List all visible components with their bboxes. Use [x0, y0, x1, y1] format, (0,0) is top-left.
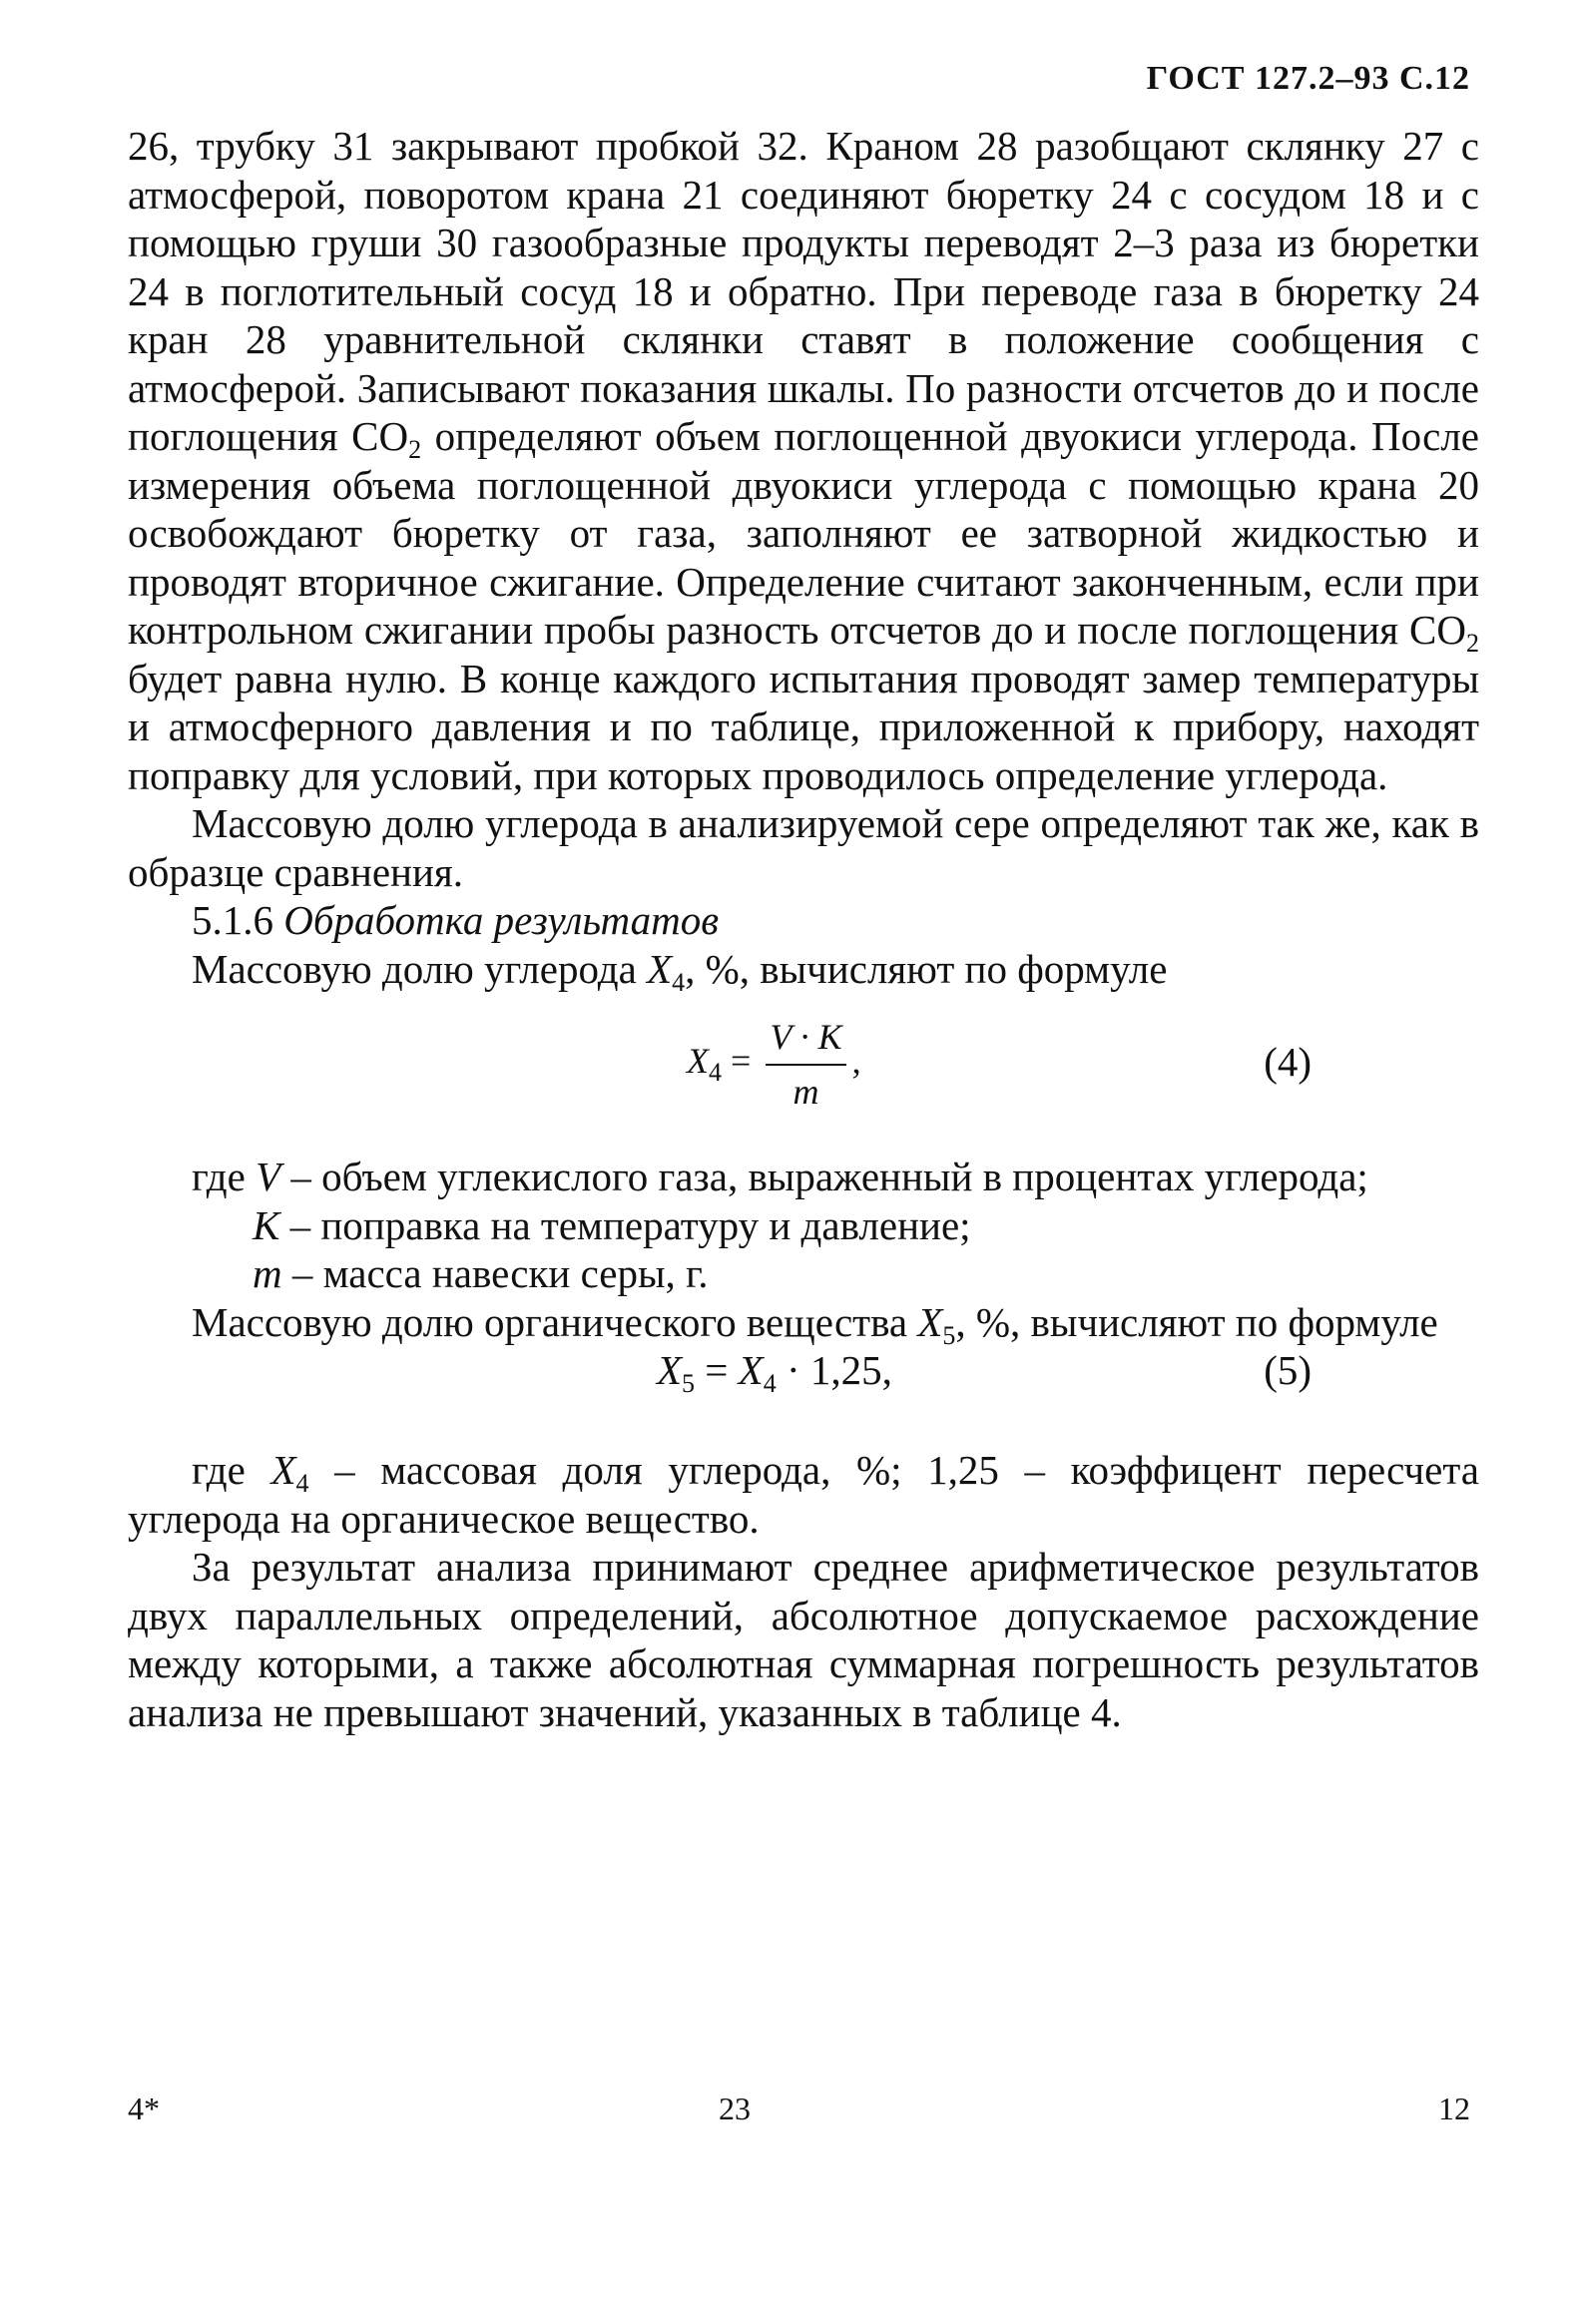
- document-body: [128, 122, 1479, 1736]
- definition-k: K – поправка на температуру и давление;: [253, 1201, 971, 1248]
- paragraph-sample-comparison: Массовую долю углерода в анализируемой сере определяют так же, как в образце сравнения.: [128, 800, 1479, 895]
- equation-number-4: (4): [1264, 1039, 1312, 1085]
- equation-number-5: (5): [1264, 1347, 1312, 1393]
- page-header: ГОСТ 127.2–93 С.12: [1146, 60, 1470, 97]
- footer-page-number: 12: [1438, 2091, 1470, 2126]
- fraction: $\frac{V \cdot K}{m}$: [766, 1013, 845, 1116]
- footer-center-number: 23: [719, 2091, 751, 2126]
- footer-sheet-mark: 4*: [128, 2091, 160, 2126]
- definition-m: m – масса навески серы, г.: [253, 1250, 709, 1296]
- definition-v: где V – объем углекислого газа, выраженный в процентах углерода;: [192, 1154, 1368, 1199]
- section-heading: 5.1.6 Обработка результатов: [192, 897, 720, 943]
- formula-4: $X_4$ = $\frac{V \cdot K}{m}$ , (4): [128, 993, 1479, 1123]
- formula-5: $X_5 = X_4 \cdot 1,25$, (5): [657, 1347, 1312, 1398]
- paragraph-organic-intro: Массовую долю органического вещества $X_5$, %, вычисляют по формуле: [192, 1298, 1438, 1350]
- paragraph-result: За результат анализа принимают среднее арифметическое результатов двух параллельных определений, абсолютное допускаемое расхождение между которыми, а также абсолютная суммарная погрешность результатов анализа не превышают значений, указанных в таблице 4.: [128, 1544, 1479, 1735]
- paragraph-procedure: 26, трубку 31 закрывают пробкой 32. Краном 28 разобщают склянку 27 с атмосферой, поворотом крана 21 соединяют бюретку 24 с сосудом 18 и с помощью груши 30 газообразные продукты переводят 2–3 раза из бюретки 24 в поглотительный сосуд 18 и обратно. При переводе газа в бюретку 24 кран 28 уравнительной склянки ставят в положение сообщения с атмосферой. Записывают показания шкалы. По разности отсчетов до и после поглощения $СО_2$ определяют объем поглощенной двуокиси углерода. После измерения объема поглощенной двуокиси углерода с помощью крана 20 освобождают бюретку от газа, заполняют ее затворной жидкостью и проводят вторичное сжигание. Определение считают законченным, если при контрольном сжигании пробы разность отсчетов до и после поглощения $СО_2$ будет равна нулю. В конце каждого испытания проводят замер температуры и атмосферного давления и по таблице, приложенной к прибору, находят поправку для условий, при которых проводилось определение углерода.: [128, 123, 1479, 798]
- paragraph-formula-intro: Массовую долю углерода $X_4$, %, вычисляют по формуле: [192, 945, 1168, 997]
- definition-x4: где $X_4$ – массовая доля углерода, %; 1,25 – коэффицент пересчета углерода на органическое вещество.: [128, 1447, 1479, 1542]
